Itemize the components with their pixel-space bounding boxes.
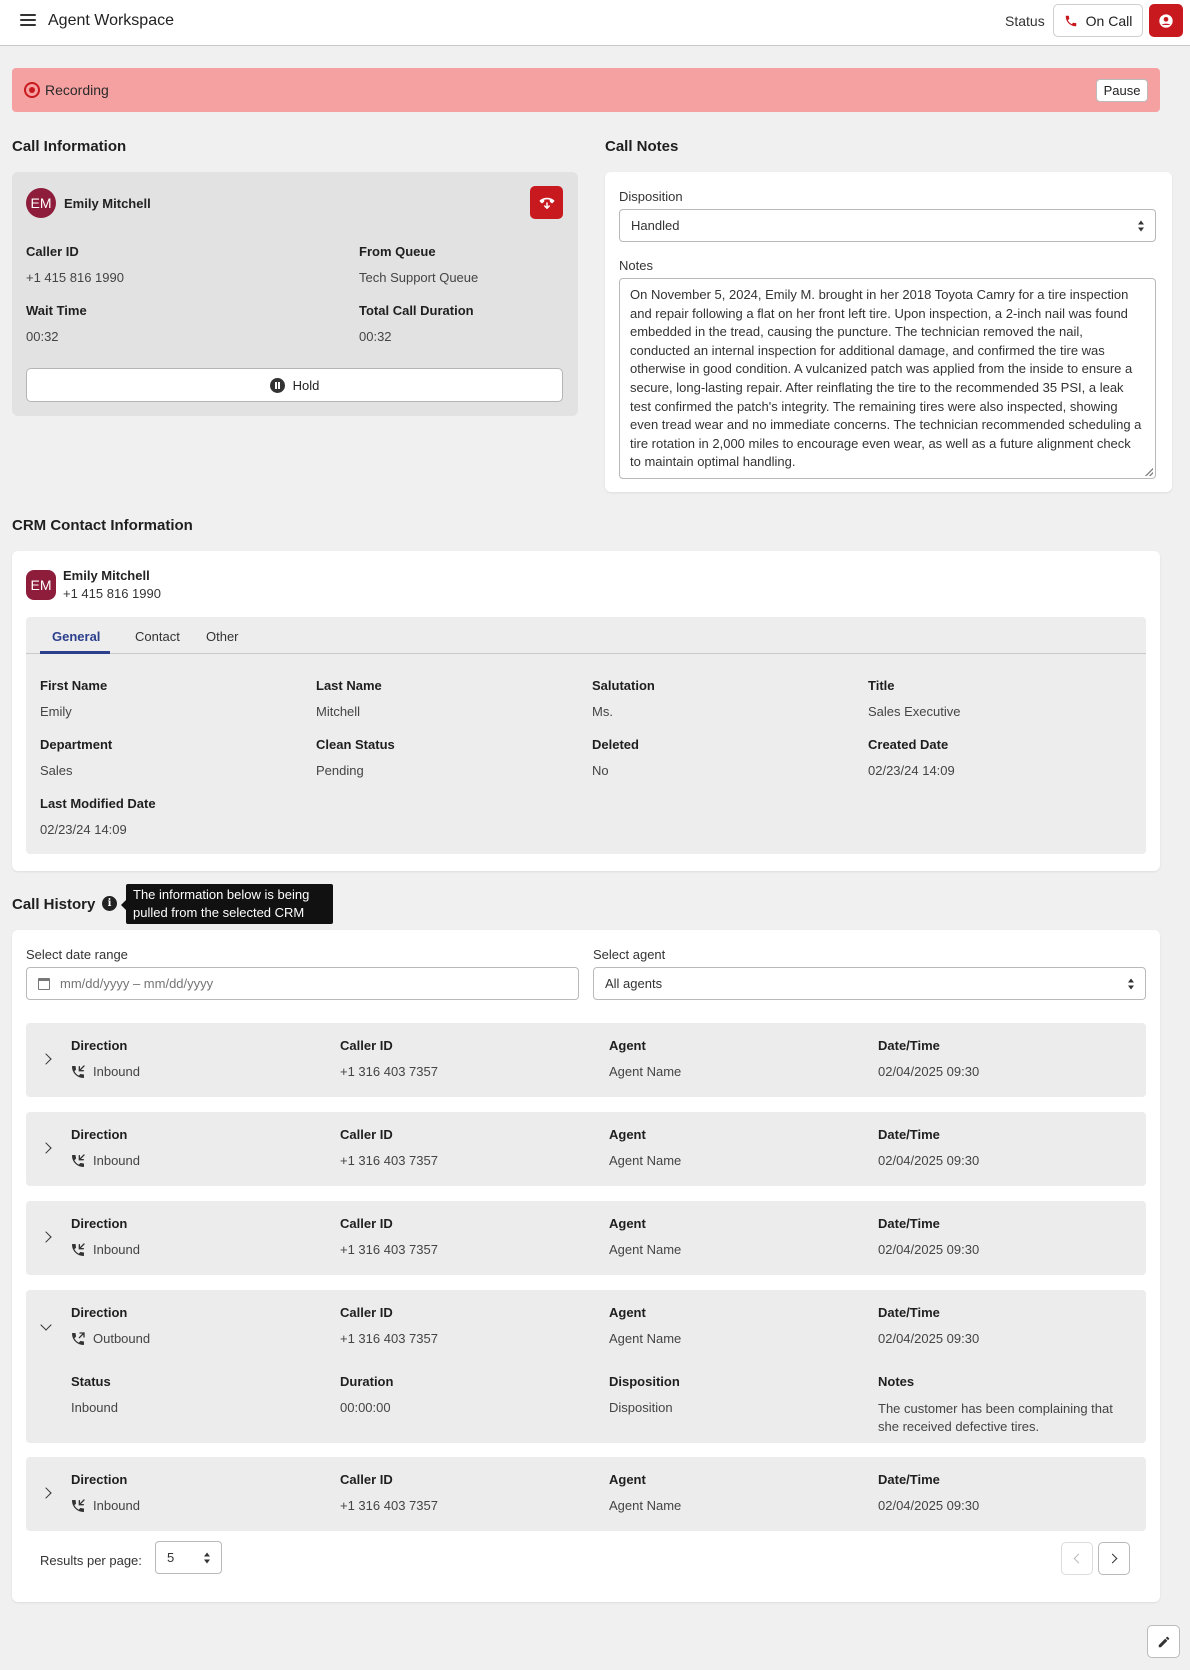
caller-id-label: Caller ID: [26, 244, 79, 259]
history-status-value: Inbound: [71, 1400, 118, 1415]
results-per-page-value: 5: [167, 1550, 175, 1565]
chevron-left-icon: [1074, 1554, 1084, 1564]
pencil-icon: [1157, 1635, 1171, 1649]
clean-status-value: Pending: [316, 763, 364, 778]
agent-select-label: Select agent: [593, 947, 666, 962]
user-account-button[interactable]: [1149, 4, 1183, 37]
active-tab-indicator: [40, 651, 110, 654]
history-direction-value: Inbound: [93, 1153, 140, 1168]
caller-avatar: EM: [26, 188, 56, 218]
title-label: Title: [868, 678, 895, 693]
history-datetime-value: 02/04/2025 09:30: [878, 1064, 980, 1079]
history-agent-value: Agent Name: [609, 1153, 682, 1168]
hold-button[interactable]: [26, 368, 563, 402]
phone-icon: [1064, 14, 1078, 28]
previous-page-button[interactable]: [1061, 1542, 1093, 1575]
crm-contact-title: CRM Contact Information: [12, 517, 193, 534]
tab-other[interactable]: Other: [206, 629, 239, 644]
total-call-duration-label: Total Call Duration: [359, 303, 474, 318]
history-direction-label: Direction: [71, 1038, 128, 1053]
call-history-row[interactable]: [26, 1201, 1146, 1275]
history-caller-id-value: +1 316 403 7357: [340, 1331, 438, 1346]
department-value: Sales: [40, 763, 73, 778]
history-datetime-label: Date/Time: [878, 1038, 940, 1053]
hold-button-label: Hold: [292, 377, 320, 393]
chevron-right-icon[interactable]: [40, 1231, 51, 1242]
last-modified-date-value: 02/23/24 14:09: [40, 822, 127, 837]
agent-select[interactable]: [593, 967, 1146, 1000]
history-direction-label: Direction: [71, 1127, 128, 1142]
caller-id-value: +1 415 816 1990: [26, 270, 124, 285]
chevron-down-icon[interactable]: [40, 1319, 51, 1330]
chevron-right-icon[interactable]: [40, 1053, 51, 1064]
notes-textarea[interactable]: [619, 278, 1156, 479]
wait-time-label: Wait Time: [26, 303, 87, 318]
pause-icon: [270, 378, 285, 393]
edit-button[interactable]: [1147, 1625, 1180, 1658]
history-datetime-value: 02/04/2025 09:30: [878, 1153, 980, 1168]
deleted-value: No: [592, 763, 609, 778]
history-agent-value: Agent Name: [609, 1242, 682, 1257]
disposition-label: Disposition: [619, 189, 683, 204]
caller-name: Emily Mitchell: [64, 196, 151, 211]
history-agent-value: Agent Name: [609, 1498, 682, 1513]
history-direction-value: Inbound: [93, 1242, 140, 1257]
history-direction-label: Direction: [71, 1216, 128, 1231]
contact-name: Emily Mitchell: [63, 568, 150, 583]
history-duration-label: Duration: [340, 1374, 394, 1389]
history-agent-label: Agent: [609, 1472, 646, 1487]
history-agent-label: Agent: [609, 1127, 646, 1142]
history-datetime-value: 02/04/2025 09:30: [878, 1242, 980, 1257]
from-queue-label: From Queue: [359, 244, 436, 259]
from-queue-value: Tech Support Queue: [359, 270, 479, 285]
history-caller-id-label: Caller ID: [340, 1216, 393, 1231]
pagination-bar: [12, 1541, 1160, 1581]
created-date-value: 02/23/24 14:09: [868, 763, 955, 778]
history-caller-id-label: Caller ID: [340, 1305, 393, 1320]
inbound-call-icon: [70, 1153, 86, 1169]
inbound-call-icon: [70, 1498, 86, 1514]
history-datetime-value: 02/04/2025 09:30: [878, 1498, 980, 1513]
user-icon: [1158, 13, 1174, 29]
call-history-row[interactable]: [26, 1023, 1146, 1097]
date-range-label: Select date range: [26, 947, 128, 962]
pause-recording-button[interactable]: Pause: [1096, 79, 1148, 102]
date-range-input[interactable]: [26, 967, 579, 1000]
results-per-page-label: Results per page:: [40, 1553, 142, 1568]
call-history-card: [12, 930, 1160, 1602]
inbound-call-icon: [70, 1242, 86, 1258]
history-datetime-label: Date/Time: [878, 1472, 940, 1487]
hang-up-icon: [538, 194, 556, 212]
crm-tabs: [26, 617, 1146, 654]
contact-avatar: EM: [26, 570, 56, 600]
outbound-call-icon: [70, 1331, 86, 1347]
select-arrows-icon: [1128, 978, 1135, 989]
agent-select-value: All agents: [605, 976, 663, 991]
history-disposition-label: Disposition: [609, 1374, 680, 1389]
history-caller-id-value: +1 316 403 7357: [340, 1064, 438, 1079]
salutation-label: Salutation: [592, 678, 655, 693]
status-button[interactable]: [1053, 4, 1143, 37]
recording-banner: [12, 68, 1160, 112]
history-caller-id-label: Caller ID: [340, 1127, 393, 1142]
department-label: Department: [40, 737, 113, 752]
notes-text: On November 5, 2024, Emily M. brought in her 2018 Toyota Camry for a tire inspection and repair following a flat on her front left tire. Upon inspection, a 2-inch nail was found embedded in the tread, causing the puncture. The technician removed the nail, conducted an internal inspection for additional damage, and confirmed the tire was otherwise in good condition. A vulcanized patch was applied from the inside to ensure a secure, long-lasting repair. After reinflating the tire to the recommended 35 PSI, a leak test confirmed the patch's integrity. The remaining tires were also inspected, showing even tread wear and no immediate concerns. The technician recommended scheduling a tire rotation in 2,000 miles to encourage even wear, as well as a future alignment check to maintain optimal handling.: [630, 287, 1142, 470]
salutation-value: Ms.: [592, 704, 613, 719]
history-direction-value: Inbound: [93, 1498, 140, 1513]
status-label: Status: [1005, 13, 1045, 29]
history-caller-id-value: +1 316 403 7357: [340, 1153, 438, 1168]
call-notes-title: Call Notes: [605, 138, 679, 155]
history-datetime-value: 02/04/2025 09:30: [878, 1331, 980, 1346]
title-value: Sales Executive: [868, 704, 961, 719]
call-information-card: [12, 172, 578, 416]
notes-label: Notes: [619, 258, 653, 273]
record-icon: [24, 82, 40, 98]
info-icon[interactable]: i: [102, 896, 117, 911]
call-history-title: Call History: [12, 896, 96, 913]
crm-details-panel: [26, 617, 1146, 854]
hang-up-button[interactable]: [530, 186, 563, 219]
last-name-value: Mitchell: [316, 704, 361, 719]
resize-handle-icon[interactable]: [1145, 468, 1153, 476]
history-caller-id-value: +1 316 403 7357: [340, 1242, 438, 1257]
first-name-label: First Name: [40, 678, 108, 693]
history-direction-label: Direction: [71, 1472, 128, 1487]
hamburger-menu-icon[interactable]: [20, 14, 36, 27]
history-datetime-label: Date/Time: [878, 1216, 940, 1231]
status-button-label: On Call: [1085, 12, 1133, 29]
last-name-label: Last Name: [316, 678, 382, 693]
history-direction-label: Direction: [71, 1305, 128, 1320]
results-per-page-select[interactable]: [155, 1541, 222, 1574]
next-page-button[interactable]: [1098, 1542, 1130, 1575]
select-arrows-icon: [204, 1552, 211, 1563]
select-arrows-icon: [1138, 220, 1145, 231]
history-disposition-value: Disposition: [609, 1400, 673, 1415]
history-agent-label: Agent: [609, 1038, 646, 1053]
call-history-row[interactable]: [26, 1112, 1146, 1186]
chevron-right-icon: [1108, 1554, 1118, 1564]
total-call-duration-value: 00:32: [359, 329, 392, 344]
history-caller-id-label: Caller ID: [340, 1038, 393, 1053]
history-notes-value: The customer has been complaining that she received defective tires.: [878, 1401, 1113, 1434]
history-status-label: Status: [71, 1374, 111, 1389]
crm-source-tooltip: The information below is being pulled from the selected CRM: [126, 884, 333, 924]
history-agent-label: Agent: [609, 1305, 646, 1320]
history-agent-value: Agent Name: [609, 1331, 682, 1346]
tab-contact[interactable]: Contact: [135, 629, 180, 644]
recording-label: Recording: [45, 82, 109, 98]
disposition-select[interactable]: [619, 209, 1156, 242]
history-datetime-label: Date/Time: [878, 1305, 940, 1320]
inbound-call-icon: [70, 1064, 86, 1080]
call-history-row[interactable]: [26, 1457, 1146, 1531]
history-direction-value: Inbound: [93, 1064, 140, 1079]
top-bar: [0, 0, 1190, 46]
crm-contact-card: [12, 551, 1160, 871]
calendar-icon: [38, 978, 50, 990]
history-datetime-label: Date/Time: [878, 1127, 940, 1142]
chevron-right-icon[interactable]: [40, 1142, 51, 1153]
history-direction-value: Outbound: [93, 1331, 151, 1346]
history-duration-value: 00:00:00: [340, 1400, 391, 1415]
contact-phone: +1 415 816 1990: [63, 586, 161, 601]
last-modified-date-label: Last Modified Date: [40, 796, 156, 811]
tab-general[interactable]: General: [52, 629, 101, 644]
disposition-select-value: Handled: [631, 218, 680, 233]
created-date-label: Created Date: [868, 737, 949, 752]
history-agent-value: Agent Name: [609, 1064, 682, 1079]
call-notes-card: [605, 172, 1172, 492]
wait-time-value: 00:32: [26, 329, 59, 344]
call-history-row[interactable]: [26, 1290, 1146, 1443]
history-notes-label: Notes: [878, 1374, 915, 1389]
first-name-value: Emily: [40, 704, 72, 719]
clean-status-label: Clean Status: [316, 737, 395, 752]
chevron-right-icon[interactable]: [40, 1487, 51, 1498]
deleted-label: Deleted: [592, 737, 639, 752]
history-caller-id-value: +1 316 403 7357: [340, 1498, 438, 1513]
history-agent-label: Agent: [609, 1216, 646, 1231]
call-information-title: Call Information: [12, 138, 127, 155]
app-title: Agent Workspace: [48, 12, 174, 29]
history-caller-id-label: Caller ID: [340, 1472, 393, 1487]
